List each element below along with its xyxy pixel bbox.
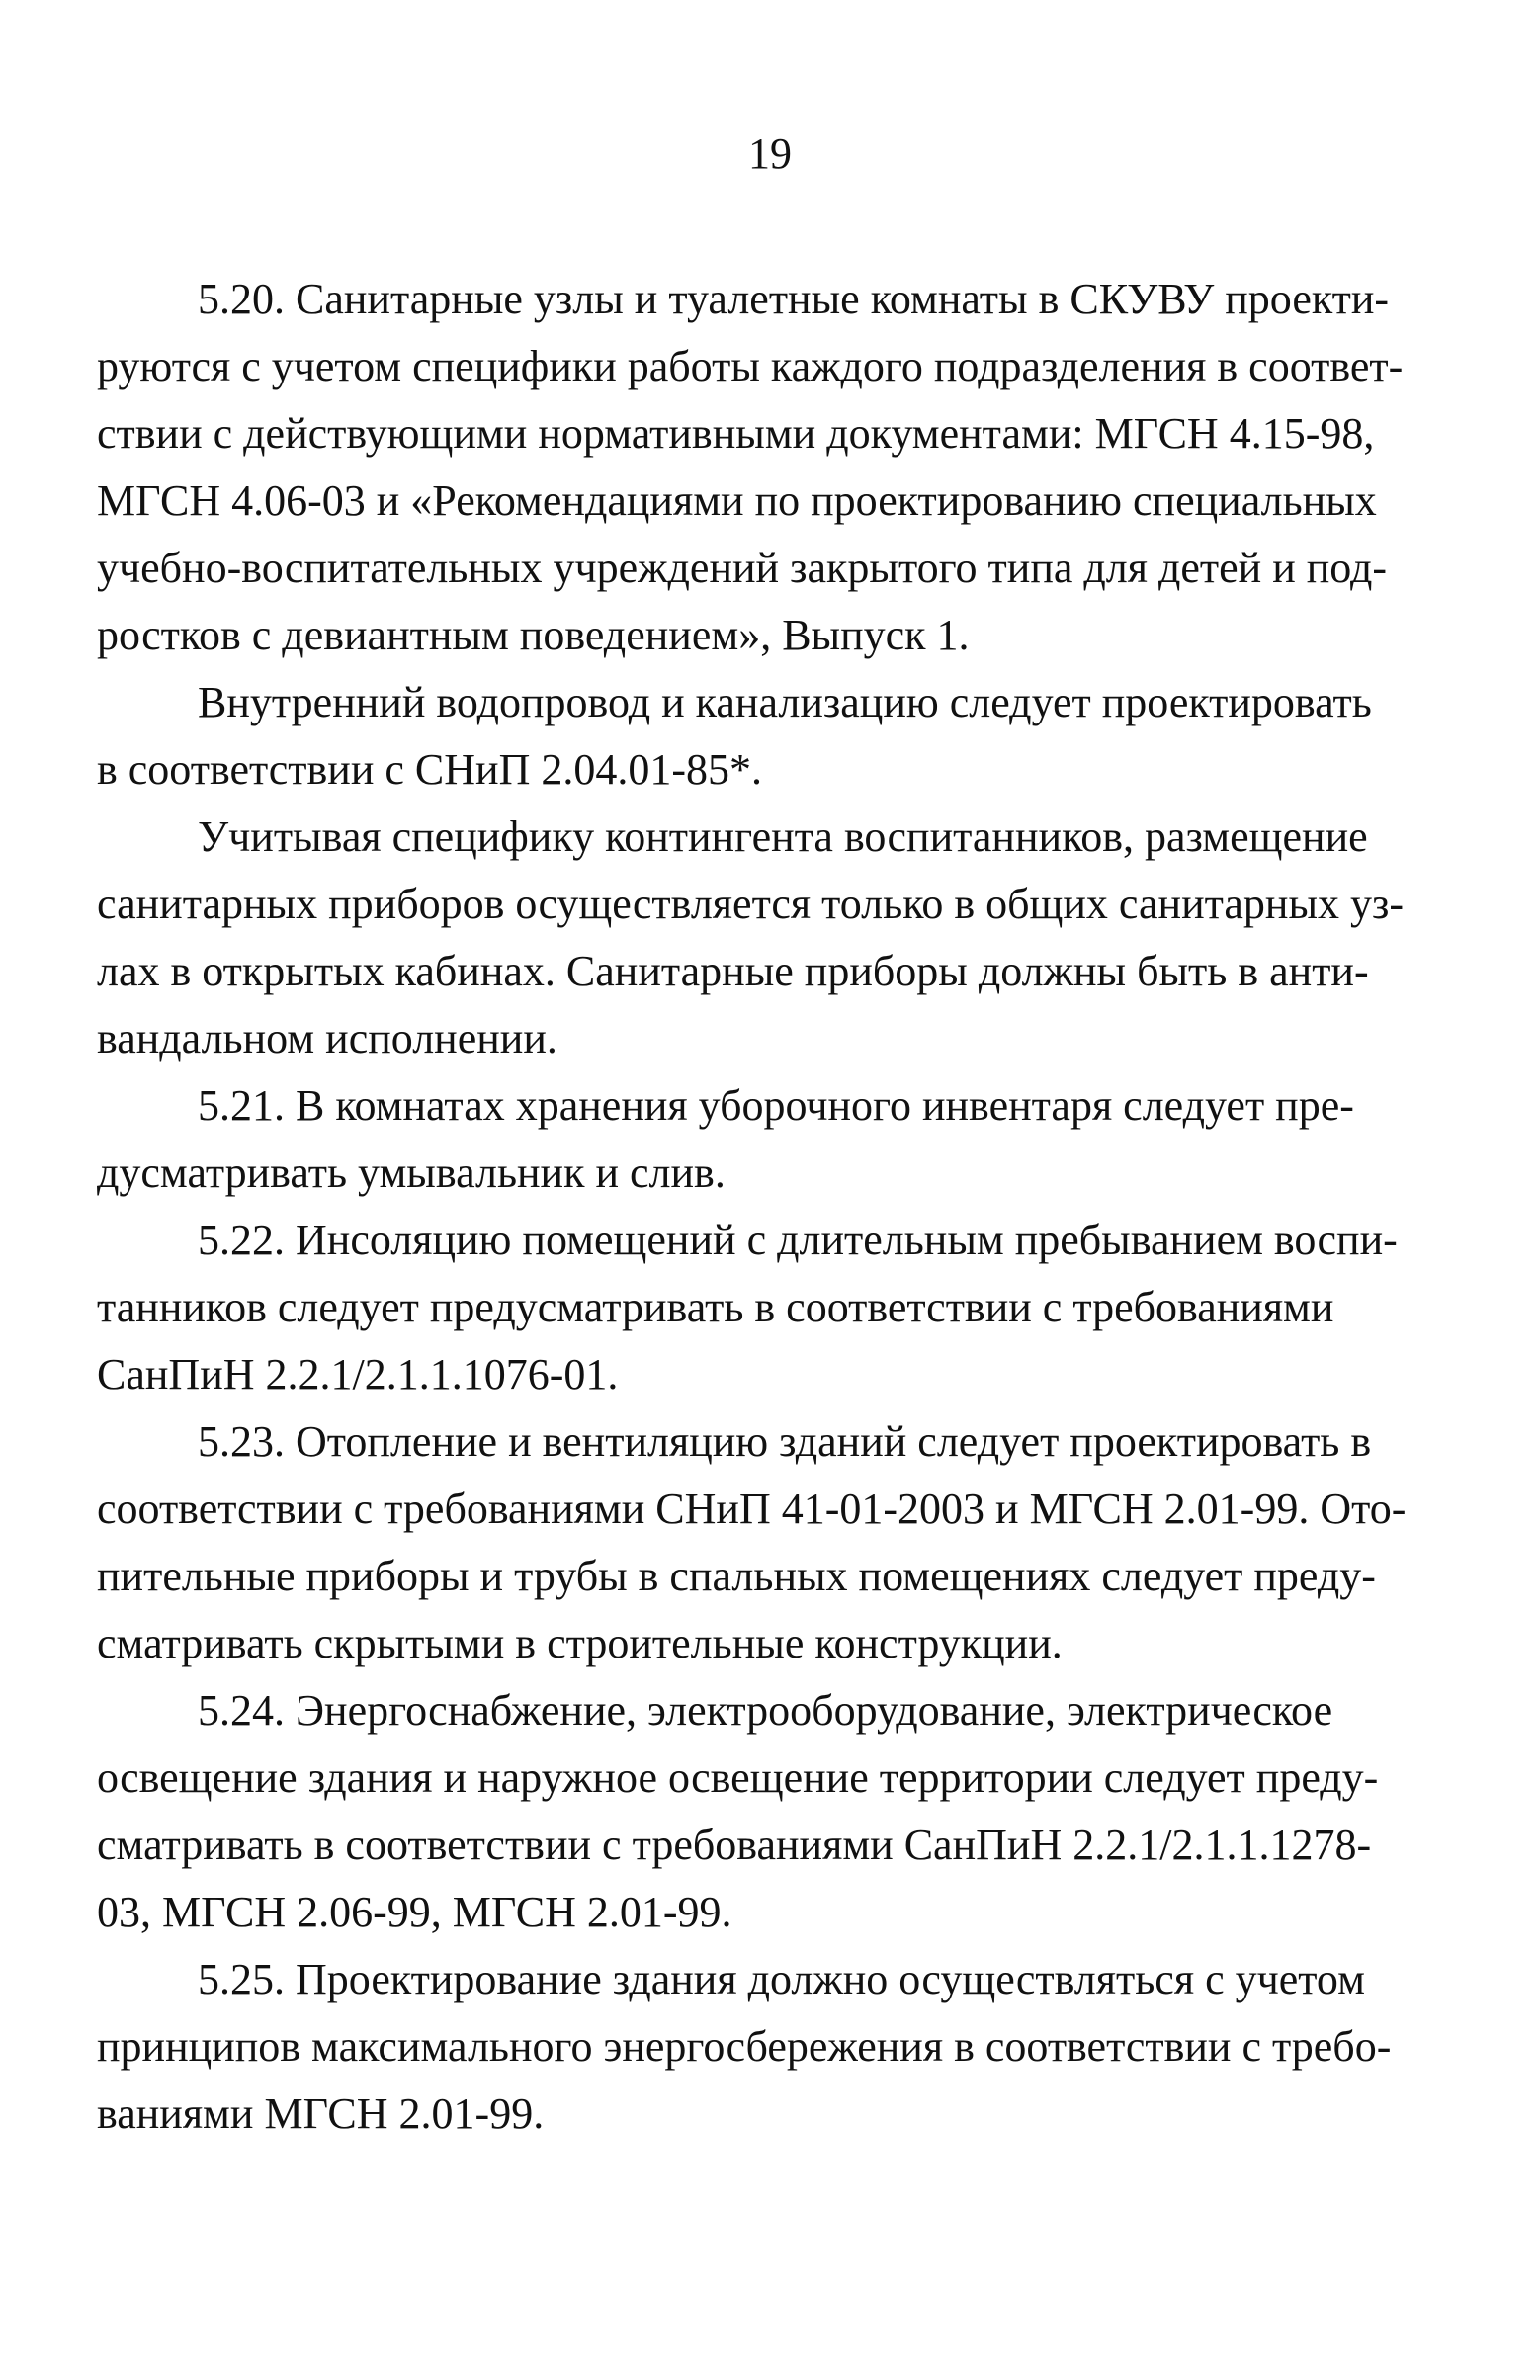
text-line: лах в открытых кабинах. Санитарные приборы должны быть в анти- — [97, 947, 1369, 995]
text-line: 5.25. Проектирование здания должно осуществляться с учетом — [198, 1955, 1365, 2003]
text-line: дусматривать умывальник и слив. — [97, 1148, 726, 1197]
text-line: Внутренний водопровод и канализацию следует проектировать — [198, 678, 1372, 726]
text-line: 5.21. В комнатах хранения уборочного инвентаря следует пре- — [198, 1081, 1354, 1130]
text-line: сматривать в соответствии с требованиями СанПиН 2.2.1/2.1.1.1278- — [97, 1821, 1372, 1869]
text-line: руются с учетом специфики работы каждого подразделения в соответ- — [97, 342, 1404, 390]
page-number: 19 — [748, 129, 792, 178]
text-line: СанПиН 2.2.1/2.1.1.1076-01. — [97, 1350, 619, 1399]
text-line: МГСН 4.06-03 и «Рекомендациями по проектированию специальных — [97, 476, 1377, 525]
text-line: пительные приборы и трубы в спальных помещениях следует преду- — [97, 1552, 1376, 1600]
text-line: в соответствии с СНиП 2.04.01-85*. — [97, 745, 763, 794]
text-line: санитарных приборов осуществляется только в общих санитарных уз- — [97, 880, 1405, 928]
text-line: 03, МГСН 2.06-99, МГСН 2.01-99. — [97, 1888, 732, 1936]
text-line: 5.23. Отопление и вентиляцию зданий следует проектировать в — [198, 1417, 1372, 1466]
text-line: учебно-воспитательных учреждений закрытого типа для детей и под- — [97, 544, 1388, 592]
text-line: вандальном исполнении. — [97, 1014, 557, 1062]
text-line: ростков с девиантным поведением», Выпуск 1. — [97, 611, 970, 659]
text-line: 5.24. Энергоснабжение, электрооборудование, электрическое — [198, 1686, 1333, 1735]
text-line: 5.22. Инсоляцию помещений с длительным пребыванием воспи- — [198, 1216, 1398, 1264]
text-line: 5.20. Санитарные узлы и туалетные комнаты в СКУВУ проекти- — [198, 275, 1390, 323]
text-line: сматривать скрытыми в строительные конструкции. — [97, 1619, 1063, 1667]
text-line: танников следует предусматривать в соответствии с требованиями — [97, 1283, 1334, 1331]
text-line: Учитывая специфику контингента воспитанников, размещение — [198, 812, 1368, 861]
text-line: освещение здания и наружное освещение территории следует преду- — [97, 1753, 1379, 1802]
text-line: соответствии с требованиями СНиП 41-01-2003 и МГСН 2.01-99. Ото- — [97, 1485, 1407, 1533]
text-line: ваниями МГСН 2.01-99. — [97, 2089, 545, 2138]
text-line: ствии с действующими нормативными документами: МГСН 4.15-98, — [97, 409, 1375, 458]
text-line: принципов максимального энергосбережения в соответствии с требо- — [97, 2022, 1392, 2071]
